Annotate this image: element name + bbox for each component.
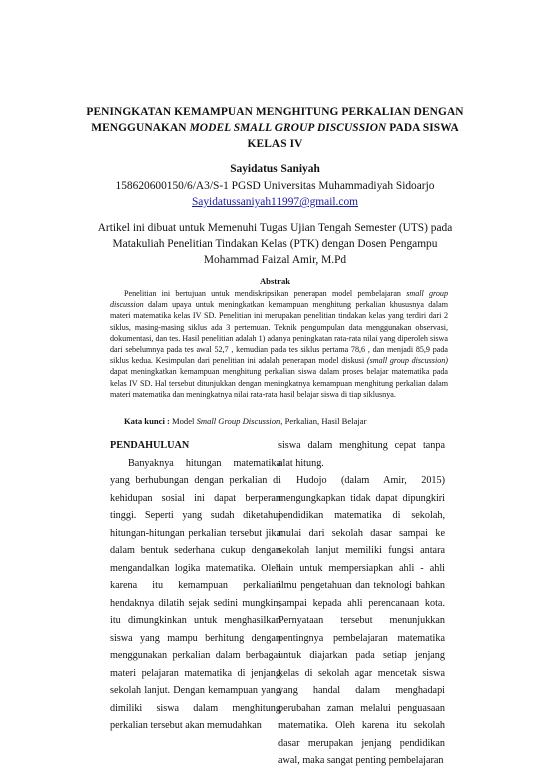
title-line-2 bbox=[80, 120, 470, 136]
paper-title bbox=[80, 104, 470, 152]
keywords-italic: Small Group Discussion bbox=[196, 416, 281, 426]
author-email-link[interactable]: Sayidatussaniyah11997@gmail.com bbox=[191, 196, 359, 208]
title-line-2-post: PADA SISWA bbox=[386, 122, 459, 134]
abstract-part-1: Penelitian ini bertujuan untuk mendiskripsikan penerapan model pembelajaran bbox=[124, 289, 407, 298]
paragraph-left: Banyaknya hitungan matematika yang berhubungan dengan perkalian di kehidupan sosial ini dapat berperan tinggi. Seperti yang sudah diketahui hitungan-hitungan perkalian tersebut jika dalam bentuk sederhana cukup dengan mengandalkan logika matematika. Oleh karena itu kemampuan perkalian hendaknya dilatih sejak sedini mungkin, itu dimungkinkan untuk menghasilkan siswa yang mampu berhitung dengan menggunakan perkalian dalam berbagai materi pelajaran matematika di jenjang sekolah lanjut. Dengan kemampuan yang dimiliki siswa dalam menghitung perkalian tersebut akan memudahkan bbox=[110, 457, 281, 731]
abstract-heading: Abstrak bbox=[259, 276, 291, 286]
author-affiliation: 158620600150/6/A3/S-1 PGSD Universitas Muhammadiyah Sidoarjo bbox=[115, 180, 435, 192]
assignment-note: Artikel ini dibuat untuk Memenuhi Tugas Ujian Tengah Semester (UTS) pada Matakuliah Penelitian Tindakan Kelas (PTK) dengan Dosen Pengampu Mohammad Faizal Amir, M.Pd bbox=[97, 222, 453, 266]
title-line-2-italic: MODEL SMALL GROUP DISCUSSION bbox=[189, 122, 387, 134]
body-column-left bbox=[110, 437, 281, 767]
title-line-2-pre: MENGGUNAKAN bbox=[91, 122, 190, 134]
abstract-body bbox=[110, 288, 448, 400]
keywords-label: Kata kunci : bbox=[124, 416, 170, 426]
abstract-part-2: dalam upaya untuk meningkatkan kemampuan menghitung perkalian khususnya dalam materi matematika kelas IV SD. Penelitian ini merupakan penelitian tindakan kelas yang terdiri dari 2 siklus, masing-masing siklus ada 3 pertemuan. Teknik pengumpulan data menggunakan observasi, dokumentasi, dan tes. Hasil penelitian adalah 1) adanya peningkatan rata-rata nilai yang diperoleh siswa dari sebelumnya pada tes awal 52,7 , kemudian pada tes siklus pertama 78,6 , dan menjadi 85,9 pada siklus kedua. Kesimpulan dari penelitian ini adalah penerapan model diskusi bbox=[110, 300, 448, 366]
abstract-part-3: dapat meningkatkan kemampuan menghitung perkalian siswa dalam proses belajar matematika pada kelas IV SD. Hal tersebut ditunjukkan dengan meningkatnya kemampuan menghitung perkalian dalam materi matematika dan meningkatnya nilai rata-rata hasil belajar siswa di tiap siklusnya. bbox=[110, 367, 448, 399]
section-heading: PENDAHULUAN bbox=[110, 440, 190, 451]
abstract-italic-2: (small group discussion) bbox=[366, 356, 448, 366]
keywords-pre: Model bbox=[169, 416, 197, 426]
keywords-post: , Perkalian, Hasil Belajar bbox=[280, 416, 367, 426]
title-line-3: KELAS IV bbox=[247, 138, 303, 150]
title-line-1: PENINGKATAN KEMAMPUAN MENGHITUNG PERKALIAN DENGAN bbox=[86, 106, 464, 118]
body-column-right bbox=[278, 437, 445, 767]
abstract-italic-1: small group discussion bbox=[110, 289, 448, 310]
paragraph-right: Hudojo (dalam Amir, 2015) mengungkapkan tidak dapat dipungkiri pendidikan matematika di sekolah, mulai dari sekolah dasar sampai ke sekolah lanjut memiliki fungsi antara lain untuk mempersiapkan ahli - ahli ilmu pengetahuan dan teknologi bahkan sampai kepada ahli perencanaan kota. Pernyataan tersebut menunjukkan pentingnya pembelajaran matematika untuk diajarkan pada setiap jenjang kelas di sekolah agar mencetak siswa yang handal dalam menghadapi perubahan zaman melalui penguasaan matematika. Oleh karena itu sekolah dasar merupakan jenjang pendidikan awal, maka sangat penting pembelajaran bbox=[278, 475, 445, 766]
author-name: Sayidatus Saniyah bbox=[230, 163, 320, 175]
paragraph-continued: siswa dalam menghitung cepat tanpa alat hitung. bbox=[278, 440, 445, 469]
keywords bbox=[124, 416, 366, 426]
